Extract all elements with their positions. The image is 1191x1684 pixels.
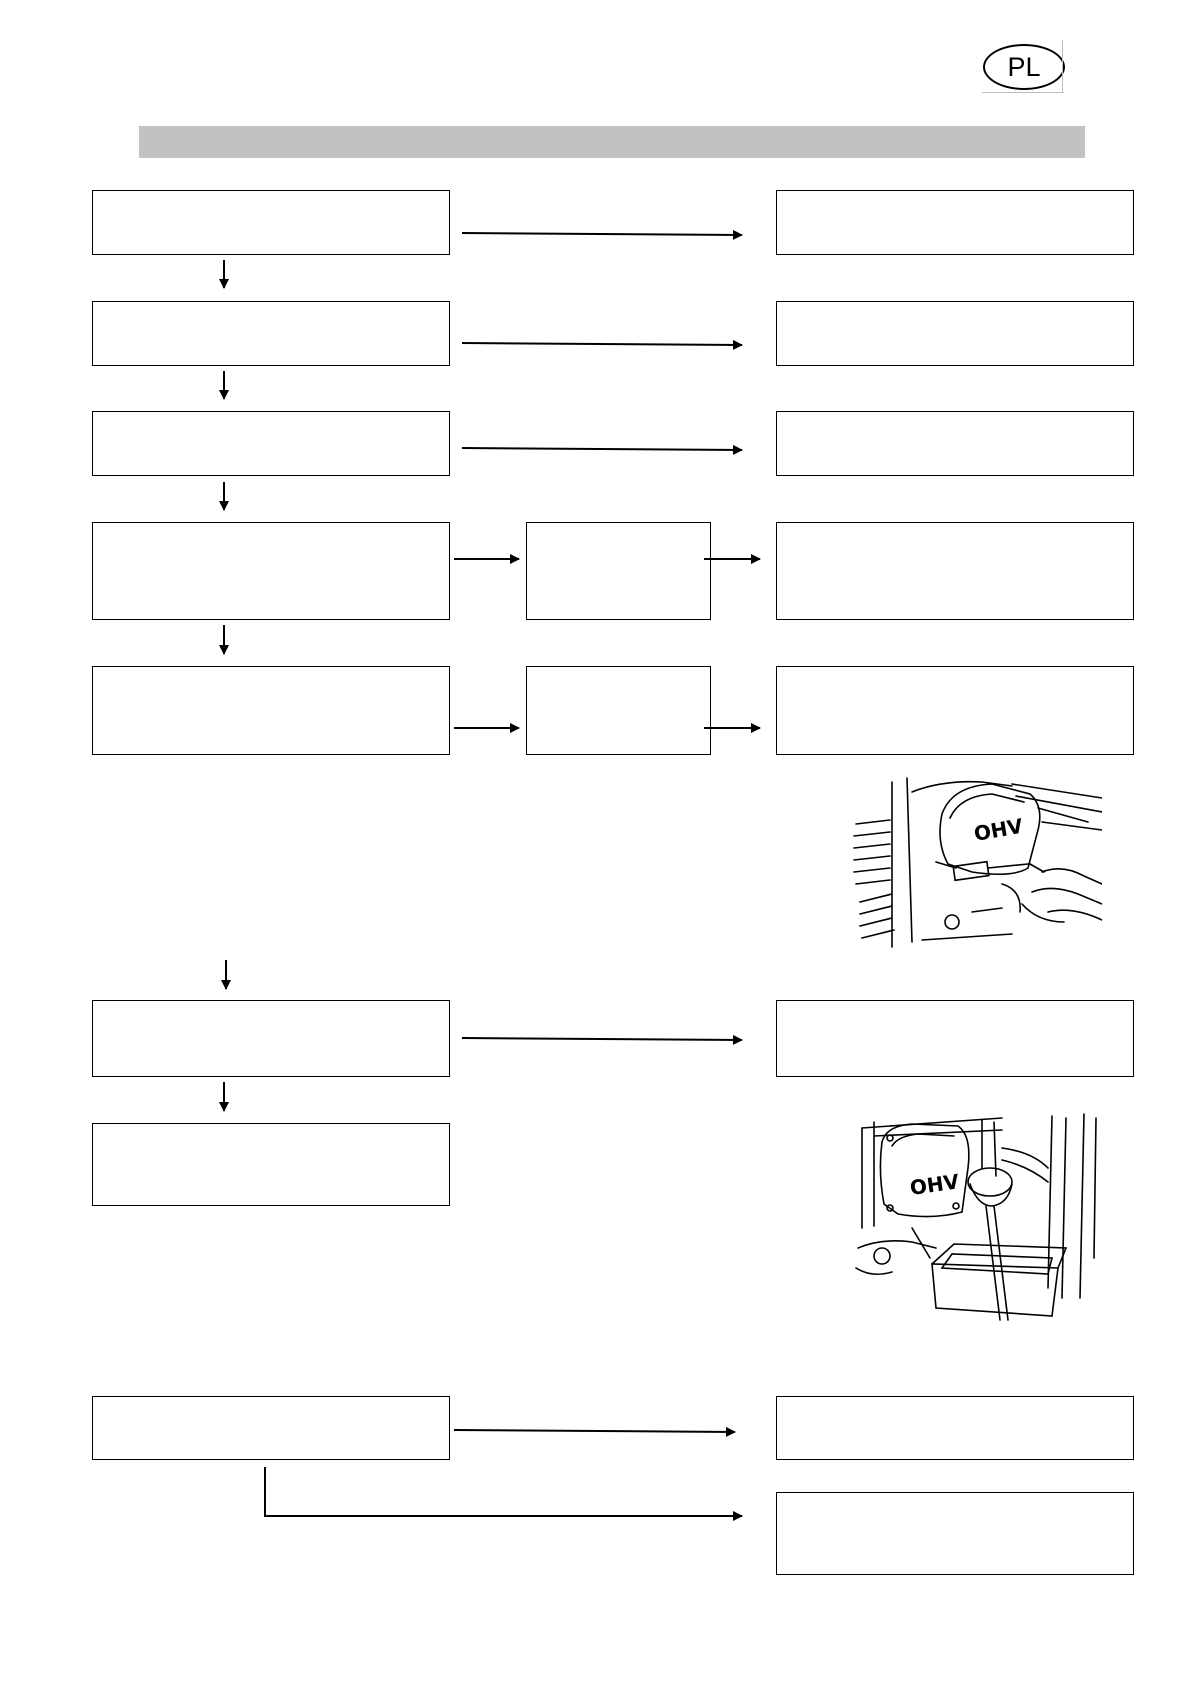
arrow-right-8 <box>454 1430 735 1432</box>
arrow-right-3 <box>462 448 742 450</box>
arrow-branch-8 <box>265 1467 742 1516</box>
oil-drain-illustration <box>852 1108 1102 1328</box>
ohv-label-1: OHV <box>972 813 1025 846</box>
arrow-right-2 <box>462 343 742 345</box>
ohv-label-2: OHV <box>908 1169 961 1200</box>
language-badge: PL <box>983 44 1065 90</box>
arrow-right-6 <box>462 1038 742 1040</box>
arrow-right-1 <box>462 233 742 235</box>
spark-plug-check-illustration <box>852 772 1102 952</box>
